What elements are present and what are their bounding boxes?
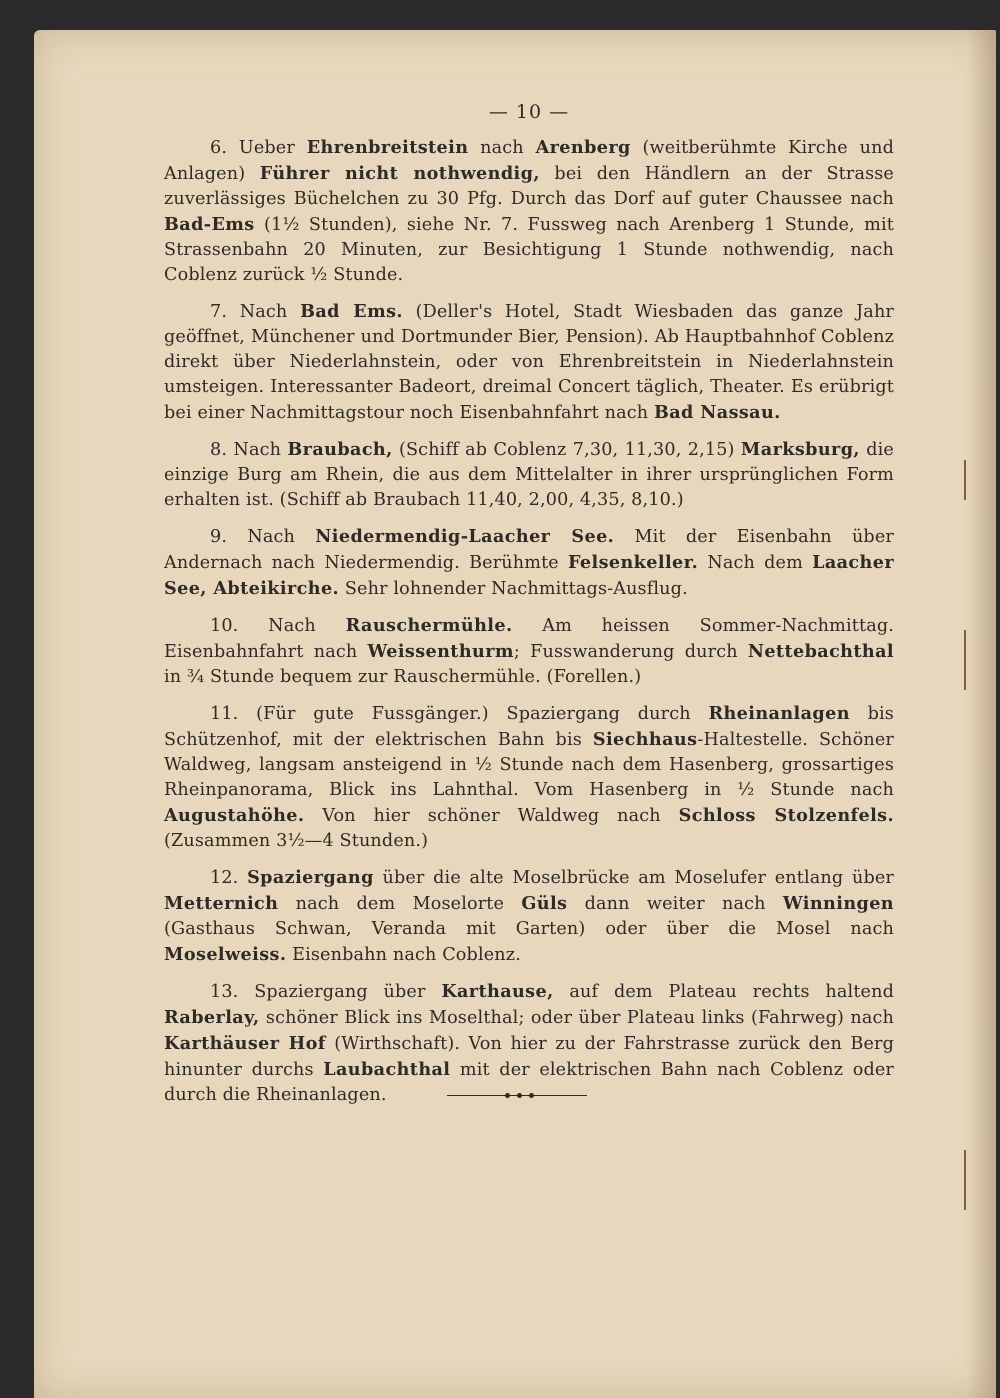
- book-page: [34, 30, 996, 1398]
- excursion-entry-9: [164, 524, 894, 602]
- entry-text: 12.: [210, 868, 248, 888]
- entry-text: bei den Händlern an der Strasse zuverlässiges Büchelchen zu 30 Pfg. Durch das Dorf auf guter Chaussee nach: [164, 164, 894, 209]
- place-name: Winningen: [782, 893, 894, 914]
- entry-text: 11. (Für gute Fussgänger.) Spaziergang durch: [210, 704, 709, 724]
- entry-text: (1½ Stunden), siehe Nr. 7. Fussweg nach Arenberg 1 Stunde, mit Strassenbahn 20 Minuten, zur Besichtigung 1 Stunde nothwendig, nach Coblenz zurück ½ Stunde.: [164, 215, 894, 285]
- place-name: Laacher See, Abteikirche.: [164, 552, 894, 599]
- place-name: Metternich: [164, 893, 279, 914]
- place-name: Weissenthurm: [367, 641, 514, 662]
- place-name: Augustahöhe.: [164, 805, 305, 826]
- place-name: Schloss Stolzenfels.: [678, 805, 894, 826]
- place-name: Nettebachthal: [747, 641, 894, 662]
- entry-text: bis Schützenhof, mit der elektrischen Bahn bis: [164, 704, 894, 750]
- place-name: Spaziergang: [247, 867, 374, 888]
- place-name: Niedermendig-Laacher See.: [315, 526, 615, 547]
- place-name: Laubachthal: [323, 1059, 451, 1080]
- entry-text: in ¾ Stunde bequem zur Rauschermühle. (Forellen.): [164, 667, 642, 687]
- excursion-entry-11: [164, 701, 894, 854]
- place-name: Güls: [521, 893, 568, 914]
- entry-text: Eisenbahn nach Coblenz.: [286, 945, 521, 965]
- entry-text: 7. Nach: [210, 302, 301, 322]
- entry-text: (Gasthaus Schwan, Veranda mit Garten) oder über die Mosel nach: [164, 919, 894, 939]
- place-name: Karthäuser Hof: [164, 1033, 326, 1054]
- place-name: Bad-Ems: [164, 214, 255, 235]
- entry-text: 8. Nach: [210, 440, 288, 460]
- entry-text: 9. Nach: [210, 527, 316, 547]
- entries-list: [164, 135, 894, 1108]
- closing-ornament-rule: [447, 1095, 587, 1096]
- entry-text: Mit der Eisenbahn über Andernach nach Niedermendig. Berühmte: [164, 527, 894, 573]
- excursion-entry-12: [164, 865, 894, 968]
- entry-text: Nach dem: [698, 553, 813, 573]
- place-name: Ehrenbreitstein: [306, 137, 469, 158]
- place-name: Siechhaus: [592, 729, 698, 750]
- entry-text: dann weiter nach: [567, 894, 783, 914]
- place-name: Moselweiss.: [164, 944, 287, 965]
- page-edge-shadow: [966, 30, 996, 1398]
- entry-text: mit der elektrischen Bahn nach Coblenz oder durch die Rheinanlagen.: [164, 1060, 894, 1105]
- ornament-dot: [517, 1093, 522, 1098]
- entry-text: die einzige Burg am Rhein, die aus dem Mittelalter in ihrer ursprünglichen Form erhalten ist. (Schiff ab Braubach 11,40, 2,00, 4,35, 8,10.): [164, 440, 894, 510]
- place-name: Braubach,: [287, 439, 393, 460]
- entry-text: Von hier schöner Waldweg nach: [304, 806, 679, 826]
- entry-text: (weitberühmte Kirche und Anlagen): [164, 138, 894, 184]
- entry-text: nach: [468, 138, 536, 158]
- place-name: Rauschermühle.: [345, 615, 513, 636]
- excursion-entry-6: [164, 135, 894, 288]
- place-name: Arenberg: [535, 137, 631, 158]
- entry-text: Sehr lohnender Nachmittags-Ausflug.: [339, 579, 688, 599]
- entry-text: 6. Ueber: [210, 138, 307, 158]
- entry-text: nach dem Moselorte: [278, 894, 522, 914]
- place-name: Marksburg,: [740, 439, 860, 460]
- margin-mark: [964, 630, 966, 690]
- entry-text: (Deller's Hotel, Stadt Wiesbaden das ganze Jahr geöffnet, Münchener und Dortmunder Bier, Pension). Ab Hauptbahnhof Coblenz direkt über Niederlahnstein, oder von Ehrenbreitstein in Niederlahnstein umsteigen. Interessanter Badeort, dreimal Concert täglich, Theater. Es erübrigt bei einer Nachmittagstour noch Eisenbahnfahrt nach: [164, 302, 894, 423]
- entry-text: 10. Nach: [210, 616, 346, 636]
- excursion-entry-7: [164, 299, 894, 426]
- ornament-dot: [505, 1093, 510, 1098]
- entry-text: -Haltestelle. Schöner Waldweg, langsam ansteigend in ½ Stunde nach dem Hasenberg, grossartiges Rheinpanorama, Blick ins Lahnthal. Vom Hasenberg in ½ Stunde nach: [164, 730, 894, 800]
- ornament-dot: [529, 1093, 534, 1098]
- excursion-entry-10: [164, 613, 894, 690]
- excursion-entry-8: [164, 437, 894, 513]
- place-name: Bad Ems.: [300, 301, 403, 322]
- place-name: Karthause,: [441, 981, 554, 1002]
- entry-text: schöner Blick ins Moselthal; oder über Plateau links (Fahrweg) nach: [259, 1008, 894, 1028]
- place-name: Führer nicht nothwendig,: [259, 163, 540, 184]
- place-name: Raberlay,: [164, 1007, 260, 1028]
- entry-text: (Wirthschaft). Von hier zu der Fahrstrasse zurück den Berg hinunter durchs: [164, 1034, 894, 1080]
- place-name: Bad Nassau.: [653, 402, 781, 423]
- entry-text: 13. Spaziergang über: [210, 982, 442, 1002]
- entry-text: über die alte Moselbrücke am Moselufer entlang über: [373, 868, 894, 888]
- margin-mark: [964, 1150, 966, 1210]
- page-number: — 10 —: [488, 101, 570, 123]
- place-name: Rheinanlagen: [708, 703, 850, 724]
- entry-text: (Schiff ab Coblenz 7,30, 11,30, 2,15): [392, 440, 741, 460]
- excursion-entry-13: [164, 979, 894, 1108]
- entry-text: auf dem Plateau rechts haltend: [553, 982, 894, 1002]
- margin-mark: [964, 460, 966, 500]
- text-block: [164, 90, 894, 1119]
- place-name: Felsenkeller.: [567, 552, 699, 573]
- entry-text: (Zusammen 3½—4 Stunden.): [164, 831, 429, 851]
- entry-text: Am heissen Sommer-Nachmittag. Eisenbahnfahrt nach: [164, 616, 894, 662]
- entry-text: ; Fusswanderung durch: [513, 642, 748, 662]
